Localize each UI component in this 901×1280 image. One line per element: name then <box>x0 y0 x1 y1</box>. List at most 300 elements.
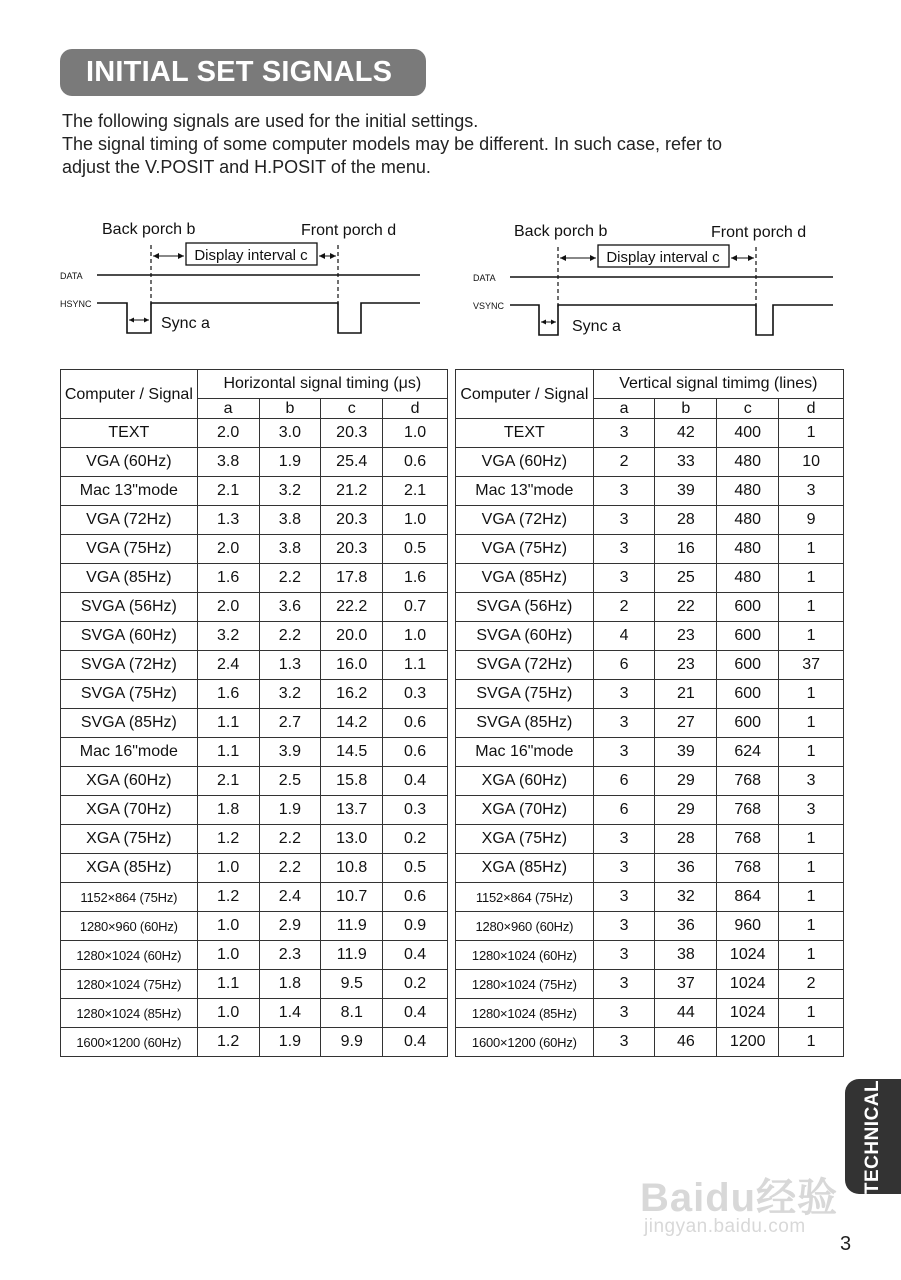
value-cell: 13.7 <box>321 796 383 825</box>
value-cell: 3.2 <box>259 680 321 709</box>
table-row <box>456 854 844 883</box>
table-row <box>456 477 844 506</box>
signal-name-cell: 1280×1024 (60Hz) <box>456 941 594 970</box>
value-cell: 0.5 <box>383 854 448 883</box>
vsync-timing-diagram <box>468 214 848 344</box>
sub-header-b: b <box>655 399 717 419</box>
section-tab-label: TECHNICAL <box>862 1079 883 1194</box>
value-cell: 15.8 <box>321 767 383 796</box>
signal-name-cell: Mac 13"mode <box>456 477 594 506</box>
value-cell: 2.3 <box>259 941 321 970</box>
value-cell: 1.1 <box>197 738 259 767</box>
table-row <box>456 506 844 535</box>
table-row <box>61 912 448 941</box>
value-cell: 1 <box>779 535 844 564</box>
table-row <box>456 593 844 622</box>
value-cell: 16 <box>655 535 717 564</box>
value-cell: 480 <box>717 535 779 564</box>
value-cell: 3 <box>593 1028 655 1057</box>
signal-name-cell: SVGA (72Hz) <box>456 651 594 680</box>
value-cell: 3 <box>779 796 844 825</box>
signal-name-cell: 1280×1024 (75Hz) <box>456 970 594 999</box>
value-cell: 1 <box>779 564 844 593</box>
signal-name-cell: VGA (72Hz) <box>456 506 594 535</box>
intro-line: The following signals are used for the initial settings. <box>62 111 479 131</box>
signal-name-cell: 1600×1200 (60Hz) <box>456 1028 594 1057</box>
table-row <box>456 825 844 854</box>
back-porch-label: Back porch b <box>102 221 196 238</box>
value-cell: 21 <box>655 680 717 709</box>
value-cell: 600 <box>717 709 779 738</box>
signal-name-cell: SVGA (60Hz) <box>61 622 198 651</box>
table-row <box>61 651 448 680</box>
value-cell: 11.9 <box>321 912 383 941</box>
value-cell: 768 <box>717 854 779 883</box>
value-cell: 29 <box>655 767 717 796</box>
value-cell: 1.1 <box>383 651 448 680</box>
value-cell: 2.2 <box>259 854 321 883</box>
signal-name-cell: Mac 13"mode <box>61 477 198 506</box>
value-cell: 1.6 <box>197 680 259 709</box>
table-row <box>61 941 448 970</box>
value-cell: 768 <box>717 767 779 796</box>
value-cell: 39 <box>655 738 717 767</box>
value-cell: 3 <box>593 941 655 970</box>
value-cell: 600 <box>717 593 779 622</box>
table-body <box>61 419 448 1057</box>
value-cell: 1.0 <box>197 854 259 883</box>
value-cell: 3.8 <box>259 506 321 535</box>
value-cell: 1024 <box>717 999 779 1028</box>
value-cell: 1.2 <box>197 883 259 912</box>
signal-name-cell: SVGA (56Hz) <box>456 593 594 622</box>
table-row <box>61 738 448 767</box>
table-row <box>456 883 844 912</box>
value-cell: 400 <box>717 419 779 448</box>
table-row <box>456 535 844 564</box>
table-row <box>456 419 844 448</box>
sub-header-c: c <box>321 399 383 419</box>
value-cell: 2.9 <box>259 912 321 941</box>
value-cell: 20.3 <box>321 506 383 535</box>
value-cell: 1 <box>779 622 844 651</box>
table-row <box>61 506 448 535</box>
value-cell: 1.3 <box>259 651 321 680</box>
value-cell: 3 <box>593 854 655 883</box>
value-cell: 0.3 <box>383 680 448 709</box>
value-cell: 16.0 <box>321 651 383 680</box>
table-row <box>61 680 448 709</box>
page-number: 3 <box>840 1233 852 1255</box>
value-cell: 3.8 <box>259 535 321 564</box>
table-row <box>456 1028 844 1057</box>
value-cell: 0.3 <box>383 796 448 825</box>
value-cell: 1 <box>779 999 844 1028</box>
value-cell: 1 <box>779 1028 844 1057</box>
value-cell: 1.0 <box>383 419 448 448</box>
value-cell: 33 <box>655 448 717 477</box>
value-cell: 32 <box>655 883 717 912</box>
table-row <box>61 448 448 477</box>
table-row <box>456 651 844 680</box>
table-row <box>456 941 844 970</box>
value-cell: 0.7 <box>383 593 448 622</box>
sub-header-d: d <box>383 399 448 419</box>
value-cell: 3 <box>593 970 655 999</box>
value-cell: 1.9 <box>259 448 321 477</box>
group-header: Vertical signal timimg (lines) <box>593 370 843 399</box>
value-cell: 3 <box>593 912 655 941</box>
intro-line: The signal timing of some computer models may be different. In such case, refer to <box>62 134 722 154</box>
value-cell: 1 <box>779 912 844 941</box>
value-cell: 2.0 <box>197 419 259 448</box>
sync-waveform <box>510 305 833 335</box>
table-row <box>456 709 844 738</box>
value-cell: 36 <box>655 912 717 941</box>
value-cell: 25 <box>655 564 717 593</box>
sub-header-b: b <box>259 399 321 419</box>
watermark-logo: Baidu经验 <box>640 1176 839 1220</box>
value-cell: 600 <box>717 622 779 651</box>
value-cell: 3 <box>593 825 655 854</box>
table-row <box>456 680 844 709</box>
value-cell: 20.0 <box>321 622 383 651</box>
data-signal-label: DATA <box>473 273 496 283</box>
value-cell: 0.6 <box>383 738 448 767</box>
value-cell: 10.7 <box>321 883 383 912</box>
sync-signal-label: VSYNC <box>473 301 505 311</box>
display-interval-label: Display interval c <box>194 247 308 264</box>
value-cell: 1.6 <box>197 564 259 593</box>
value-cell: 37 <box>655 970 717 999</box>
value-cell: 1 <box>779 883 844 912</box>
table-row <box>61 477 448 506</box>
watermark-url: jingyan.baidu.com <box>644 1216 806 1237</box>
watermark <box>640 1140 855 1245</box>
signal-name-cell: SVGA (75Hz) <box>456 680 594 709</box>
table-body <box>456 419 844 1057</box>
table-row <box>456 564 844 593</box>
value-cell: 0.5 <box>383 535 448 564</box>
value-cell: 624 <box>717 738 779 767</box>
value-cell: 1.8 <box>197 796 259 825</box>
value-cell: 8.1 <box>321 999 383 1028</box>
value-cell: 46 <box>655 1028 717 1057</box>
value-cell: 42 <box>655 419 717 448</box>
value-cell: 0.9 <box>383 912 448 941</box>
value-cell: 480 <box>717 477 779 506</box>
value-cell: 2 <box>779 970 844 999</box>
value-cell: 1024 <box>717 970 779 999</box>
value-cell: 2.0 <box>197 535 259 564</box>
value-cell: 864 <box>717 883 779 912</box>
value-cell: 25.4 <box>321 448 383 477</box>
signal-name-cell: TEXT <box>456 419 594 448</box>
value-cell: 3 <box>593 506 655 535</box>
value-cell: 1.9 <box>259 796 321 825</box>
value-cell: 3.6 <box>259 593 321 622</box>
value-cell: 22.2 <box>321 593 383 622</box>
signal-name-cell: VGA (75Hz) <box>61 535 198 564</box>
value-cell: 3 <box>593 564 655 593</box>
value-cell: 3 <box>593 709 655 738</box>
table-row <box>61 883 448 912</box>
value-cell: 3.2 <box>197 622 259 651</box>
signal-name-cell: VGA (85Hz) <box>61 564 198 593</box>
value-cell: 1 <box>779 709 844 738</box>
signal-name-cell: SVGA (85Hz) <box>61 709 198 738</box>
display-interval-label: Display interval c <box>606 249 720 266</box>
value-cell: 10.8 <box>321 854 383 883</box>
value-cell: 1.6 <box>383 564 448 593</box>
value-cell: 2.1 <box>197 477 259 506</box>
sub-header-a: a <box>593 399 655 419</box>
value-cell: 36 <box>655 854 717 883</box>
value-cell: 3 <box>593 419 655 448</box>
value-cell: 1 <box>779 419 844 448</box>
table-row <box>456 912 844 941</box>
table-row <box>61 564 448 593</box>
table-row <box>456 448 844 477</box>
value-cell: 44 <box>655 999 717 1028</box>
value-cell: 480 <box>717 506 779 535</box>
value-cell: 1.2 <box>197 825 259 854</box>
sub-header-c: c <box>717 399 779 419</box>
signal-name-cell: XGA (60Hz) <box>61 767 198 796</box>
table-row <box>61 622 448 651</box>
value-cell: 1 <box>779 825 844 854</box>
value-cell: 2.4 <box>197 651 259 680</box>
value-cell: 960 <box>717 912 779 941</box>
signal-name-cell: 1280×960 (60Hz) <box>61 912 198 941</box>
value-cell: 0.4 <box>383 999 448 1028</box>
table-row <box>61 1028 448 1057</box>
value-cell: 3.8 <box>197 448 259 477</box>
table-row <box>61 535 448 564</box>
value-cell: 13.0 <box>321 825 383 854</box>
value-cell: 1.2 <box>197 1028 259 1057</box>
value-cell: 16.2 <box>321 680 383 709</box>
value-cell: 2 <box>593 448 655 477</box>
value-cell: 1.0 <box>383 506 448 535</box>
value-cell: 1.0 <box>197 912 259 941</box>
value-cell: 480 <box>717 564 779 593</box>
value-cell: 22 <box>655 593 717 622</box>
signal-name-cell: SVGA (75Hz) <box>61 680 198 709</box>
back-porch-label: Back porch b <box>514 223 608 240</box>
value-cell: 6 <box>593 796 655 825</box>
signal-name-cell: XGA (60Hz) <box>456 767 594 796</box>
value-cell: 38 <box>655 941 717 970</box>
value-cell: 1.0 <box>197 999 259 1028</box>
value-cell: 3.9 <box>259 738 321 767</box>
value-cell: 1 <box>779 941 844 970</box>
value-cell: 37 <box>779 651 844 680</box>
value-cell: 14.5 <box>321 738 383 767</box>
table-row <box>61 970 448 999</box>
sub-header-a: a <box>197 399 259 419</box>
table-row <box>61 593 448 622</box>
value-cell: 0.2 <box>383 970 448 999</box>
signal-name-cell: TEXT <box>61 419 198 448</box>
table-row <box>456 970 844 999</box>
value-cell: 1.0 <box>383 622 448 651</box>
value-cell: 29 <box>655 796 717 825</box>
intro-line: adjust the V.POSIT and H.POSIT of the menu. <box>62 157 431 177</box>
page-title: INITIAL SET SIGNALS <box>60 49 426 96</box>
value-cell: 2 <box>593 593 655 622</box>
value-cell: 0.6 <box>383 448 448 477</box>
table-row <box>456 796 844 825</box>
value-cell: 1200 <box>717 1028 779 1057</box>
signal-name-cell: 1280×1024 (85Hz) <box>456 999 594 1028</box>
value-cell: 14.2 <box>321 709 383 738</box>
value-cell: 27 <box>655 709 717 738</box>
hsync-timing-diagram <box>55 212 435 342</box>
value-cell: 1024 <box>717 941 779 970</box>
value-cell: 3 <box>593 738 655 767</box>
value-cell: 3 <box>779 767 844 796</box>
signal-name-cell: SVGA (56Hz) <box>61 593 198 622</box>
value-cell: 11.9 <box>321 941 383 970</box>
value-cell: 1.4 <box>259 999 321 1028</box>
col-header-signal: Computer / Signal <box>61 370 198 419</box>
signal-name-cell: XGA (75Hz) <box>61 825 198 854</box>
value-cell: 23 <box>655 651 717 680</box>
value-cell: 6 <box>593 651 655 680</box>
table-row <box>61 796 448 825</box>
value-cell: 0.6 <box>383 709 448 738</box>
value-cell: 2.0 <box>197 593 259 622</box>
value-cell: 20.3 <box>321 535 383 564</box>
signal-name-cell: 1280×1024 (85Hz) <box>61 999 198 1028</box>
value-cell: 9.9 <box>321 1028 383 1057</box>
col-header-signal: Computer / Signal <box>456 370 594 419</box>
table-row <box>61 709 448 738</box>
value-cell: 1.1 <box>197 709 259 738</box>
value-cell: 600 <box>717 651 779 680</box>
value-cell: 3 <box>593 535 655 564</box>
signal-name-cell: XGA (70Hz) <box>456 796 594 825</box>
signal-name-cell: VGA (85Hz) <box>456 564 594 593</box>
value-cell: 0.4 <box>383 941 448 970</box>
table-row <box>61 999 448 1028</box>
value-cell: 39 <box>655 477 717 506</box>
signal-name-cell: VGA (60Hz) <box>61 448 198 477</box>
signal-name-cell: 1280×1024 (60Hz) <box>61 941 198 970</box>
signal-name-cell: 1600×1200 (60Hz) <box>61 1028 198 1057</box>
value-cell: 6 <box>593 767 655 796</box>
front-porch-label: Front porch d <box>301 222 397 239</box>
signal-name-cell: 1152×864 (75Hz) <box>456 883 594 912</box>
group-header: Horizontal signal timing (μs) <box>197 370 447 399</box>
signal-name-cell: SVGA (85Hz) <box>456 709 594 738</box>
value-cell: 3.2 <box>259 477 321 506</box>
value-cell: 1 <box>779 680 844 709</box>
value-cell: 2.7 <box>259 709 321 738</box>
value-cell: 3 <box>593 680 655 709</box>
value-cell: 2.4 <box>259 883 321 912</box>
value-cell: 17.8 <box>321 564 383 593</box>
value-cell: 10 <box>779 448 844 477</box>
value-cell: 480 <box>717 448 779 477</box>
table-row <box>456 622 844 651</box>
table-row <box>456 999 844 1028</box>
value-cell: 1.3 <box>197 506 259 535</box>
section-tab <box>845 1079 901 1194</box>
data-signal-label: DATA <box>60 271 83 281</box>
value-cell: 21.2 <box>321 477 383 506</box>
value-cell: 3.0 <box>259 419 321 448</box>
signal-name-cell: 1152×864 (75Hz) <box>61 883 198 912</box>
value-cell: 1.9 <box>259 1028 321 1057</box>
table-row <box>456 767 844 796</box>
sync-signal-label: HSYNC <box>60 299 92 309</box>
signal-name-cell: 1280×960 (60Hz) <box>456 912 594 941</box>
value-cell: 1.1 <box>197 970 259 999</box>
signal-name-cell: Mac 16"mode <box>456 738 594 767</box>
value-cell: 23 <box>655 622 717 651</box>
table-row <box>456 738 844 767</box>
front-porch-label: Front porch d <box>711 224 807 241</box>
value-cell: 4 <box>593 622 655 651</box>
signal-name-cell: XGA (85Hz) <box>61 854 198 883</box>
value-cell: 9.5 <box>321 970 383 999</box>
value-cell: 1 <box>779 738 844 767</box>
signal-name-cell: 1280×1024 (75Hz) <box>61 970 198 999</box>
value-cell: 20.3 <box>321 419 383 448</box>
sync-a-label: Sync a <box>572 318 621 335</box>
value-cell: 2.2 <box>259 622 321 651</box>
value-cell: 9 <box>779 506 844 535</box>
value-cell: 2.1 <box>383 477 448 506</box>
sub-header-d: d <box>779 399 844 419</box>
signal-name-cell: VGA (60Hz) <box>456 448 594 477</box>
value-cell: 1.8 <box>259 970 321 999</box>
table-row <box>61 854 448 883</box>
value-cell: 0.2 <box>383 825 448 854</box>
signal-name-cell: XGA (70Hz) <box>61 796 198 825</box>
value-cell: 768 <box>717 825 779 854</box>
sync-waveform <box>97 303 420 333</box>
signal-name-cell: Mac 16"mode <box>61 738 198 767</box>
value-cell: 28 <box>655 825 717 854</box>
signal-name-cell: VGA (72Hz) <box>61 506 198 535</box>
value-cell: 0.4 <box>383 1028 448 1057</box>
value-cell: 768 <box>717 796 779 825</box>
value-cell: 0.6 <box>383 883 448 912</box>
value-cell: 3 <box>779 477 844 506</box>
value-cell: 1 <box>779 854 844 883</box>
horizontal-timing-table <box>60 369 448 1057</box>
signal-name-cell: SVGA (60Hz) <box>456 622 594 651</box>
table-row <box>61 825 448 854</box>
table-row <box>61 419 448 448</box>
value-cell: 1.0 <box>197 941 259 970</box>
value-cell: 2.1 <box>197 767 259 796</box>
table-row <box>61 767 448 796</box>
intro-text <box>62 110 842 179</box>
sync-a-label: Sync a <box>161 315 210 332</box>
value-cell: 3 <box>593 477 655 506</box>
value-cell: 600 <box>717 680 779 709</box>
signal-name-cell: XGA (75Hz) <box>456 825 594 854</box>
vertical-timing-table <box>455 369 844 1057</box>
value-cell: 0.4 <box>383 767 448 796</box>
value-cell: 2.2 <box>259 564 321 593</box>
value-cell: 3 <box>593 999 655 1028</box>
value-cell: 2.5 <box>259 767 321 796</box>
